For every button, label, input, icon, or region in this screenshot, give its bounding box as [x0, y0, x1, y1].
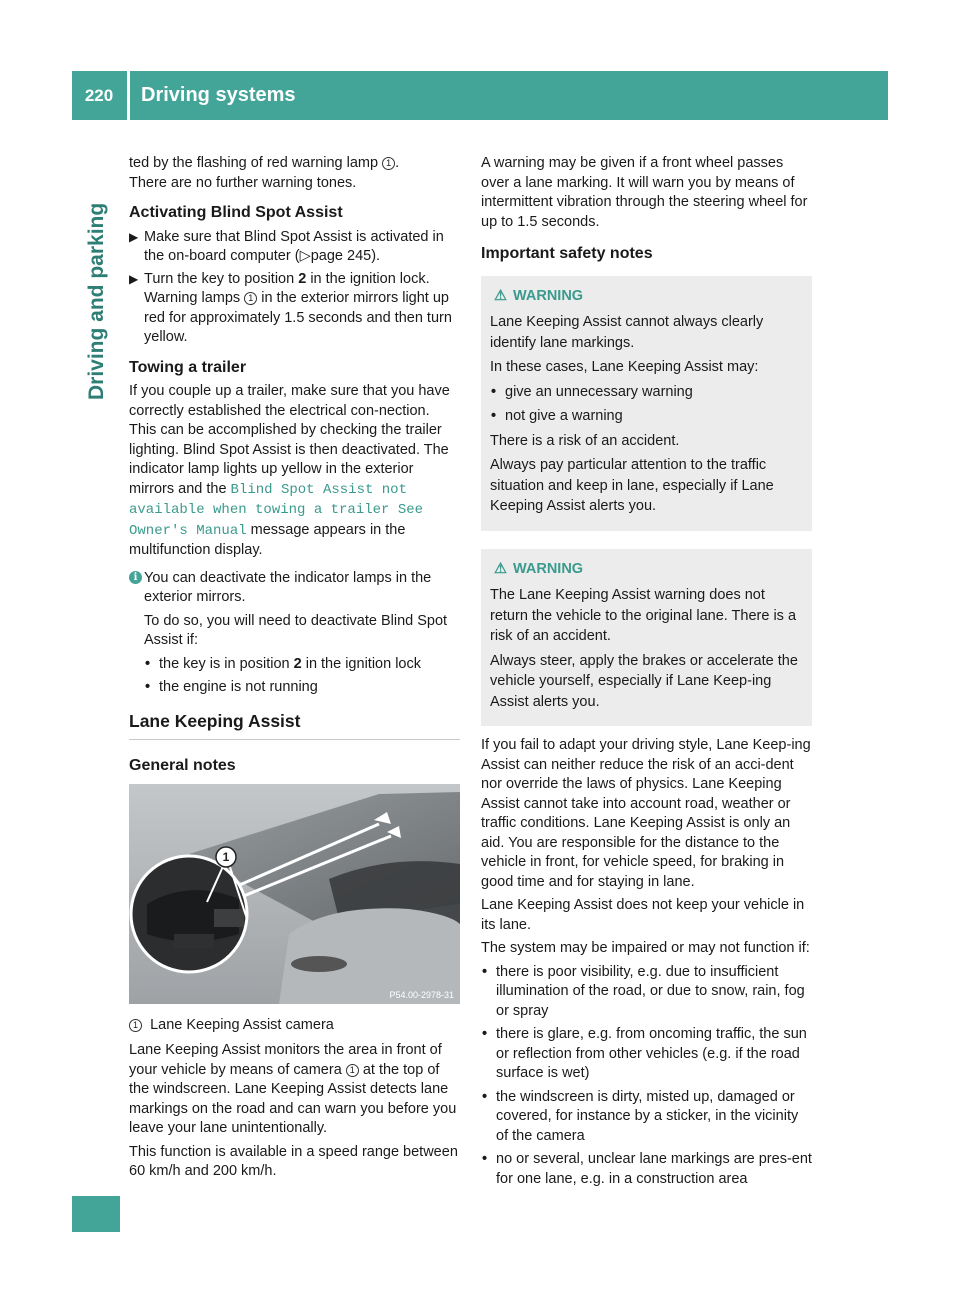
section-heading-lka: Lane Keeping Assist — [129, 712, 460, 741]
warning-title: ⚠ WARNING — [490, 286, 803, 307]
info-icon: i — [129, 571, 142, 584]
marker-1-icon: 1 — [129, 1019, 142, 1032]
intro-text: ted by the flashing of red warning lamp 1 . There are no further warning tones. — [129, 155, 400, 191]
bullet-icon: • — [482, 963, 488, 980]
bullet-icon: • — [145, 679, 151, 695]
list-item: • there is poor visibility, e.g. due to insufficient illumination of the road, or due to snow, rain, fog or spray — [482, 963, 805, 1019]
page-ref-icon: ▷ — [299, 248, 311, 264]
warning-triangle-icon: ⚠ — [494, 560, 507, 577]
step-arrow-icon: ▶ — [129, 229, 139, 244]
bullet-icon: • — [482, 1151, 488, 1167]
safety-heading: Important safety notes — [481, 245, 653, 262]
display-message: Blind Spot Assist not available when towing a trailer See Owner's Manual — [129, 481, 424, 539]
activating-heading: Activating Blind Spot Assist — [129, 204, 343, 221]
lka-body-1: Lane Keeping Assist monitors the area in front of your vehicle by means of camera 1 at the top of the windscreen. Lane Keeping Assist detects lane markings on the road and can warn you before you leave your lane unintentionally. — [129, 1042, 457, 1136]
list-item: • there is glare, e.g. from oncoming traffic, the sun or reflection from other vehicles (e.g. if the road surface is wet) — [482, 1026, 807, 1081]
header-divider — [127, 71, 130, 120]
step-arrow-icon: ▶ — [129, 271, 139, 286]
step-item: ▶ Turn the key to position 2 in the ignition lock. Warning lamps 1 in the exterior mirrors light up red for approximately 1.5 seconds and then turn yellow. — [129, 270, 452, 345]
list-item: • the engine is not running — [144, 678, 460, 698]
right-body-1: If you fail to adapt your driving style, Lane Keep-ing Assist can neither reduce the risk of an acci-dent nor override the laws of physics. Lane Keeping Assist cannot take into account road, weather or traffic conditions. Lane Keeping Assist is only an aid. You are responsible for the distance to the vehicle in front, for vehicle speed, for braking in good time and for staying in lane. — [481, 737, 811, 890]
info-note: i You can deactivate the indicator lamps in the exterior mirrors. To do so, you will need to deactivate Blind Spot Assist if: • the key is in position 2 in the ignition lock • the engine is not running — [129, 569, 460, 698]
marker-1-icon: 1 — [346, 1064, 359, 1077]
chapter-title: Driving systems — [141, 84, 296, 106]
list-item: • the windscreen is dirty, misted up, damaged or covered, for instance by a sticker, in the vicinity of the camera — [482, 1088, 799, 1144]
left-column — [129, 154, 460, 1186]
warning-triangle-icon: ⚠ — [494, 287, 507, 304]
car-windscreen-image — [129, 784, 460, 1004]
towing-body: If you couple up a trailer, make sure that you have correctly established the electrical con-nection. This can be accomplished by checking the trailer lighting. Blind Spot Assist is then deactivated. The indicator lamp lights up yellow in the exterior mirrors and the Blind Spot Assist not available when towing a trailer See Owner's Manual message appears in the multifunction display. — [129, 383, 450, 558]
marker-1-icon: 1 — [244, 292, 257, 305]
list-item: • give an unnecessary warning — [490, 382, 803, 403]
right-body-2: Lane Keeping Assist does not keep your vehicle in its lane. — [481, 897, 805, 933]
side-tab-label: Driving and parking — [85, 202, 108, 400]
right-column — [481, 154, 812, 1193]
bullet-icon: • — [491, 408, 497, 424]
image-caption: 1 Lane Keeping Assist camera — [129, 1016, 460, 1036]
lka-body-2: This function is available in a speed range between 60 km/h and 200 km/h. — [129, 1143, 458, 1179]
list-item: • not give a warning — [490, 406, 803, 427]
side-tab-marker — [72, 1196, 120, 1232]
list-item: • no or several, unclear lane markings are pres-ent for one lane, e.g. in a construction area — [482, 1151, 812, 1187]
bullet-icon: • — [482, 1088, 488, 1105]
marker-1-icon: 1 — [382, 157, 395, 170]
camera-illustration — [129, 784, 460, 1004]
bullet-icon: • — [482, 1026, 488, 1042]
right-intro: A warning may be given if a front wheel passes over a lane marking. It will warn you by means of intermittent vibration through the steering wheel for up to 1.5 seconds. — [481, 155, 808, 230]
general-notes-heading: General notes — [129, 757, 236, 774]
page-number: 220 — [84, 86, 114, 105]
callout-1-label: 1 — [222, 849, 230, 864]
right-body-3: The system may be impaired or may not function if: — [481, 940, 810, 956]
bullet-icon: • — [491, 383, 497, 400]
warning-box: ⚠ WARNING Lane Keeping Assist cannot always clearly identify lane markings. In these cases, Lane Keeping Assist may: • give an unnecessary warning • not give a warning There is a risk of an accident. Always pay particular attention to the traffic situation and keep in lane, especially if Lane Keeping Assist alerts you. — [481, 276, 812, 531]
page-header — [72, 71, 888, 120]
warning-box: ⚠ WARNING The Lane Keeping Assist warning does not return the vehicle to the original lane. There is a risk of an accident. Always steer, apply the brakes or accelerate the vehicle yourself, especially if Lane Keep-ing Assist alerts you. — [481, 549, 812, 727]
list-item: • the key is in position 2 in the ignition lock — [144, 655, 460, 675]
towing-heading: Towing a trailer — [129, 358, 247, 376]
image-code: P54.00-2978-31 — [389, 989, 454, 1000]
warning-title: ⚠ WARNING — [490, 559, 803, 580]
step-item: ▶ Make sure that Blind Spot Assist is activated in the on-board computer (▷page 245). — [129, 228, 444, 264]
bullet-icon: • — [145, 655, 151, 672]
